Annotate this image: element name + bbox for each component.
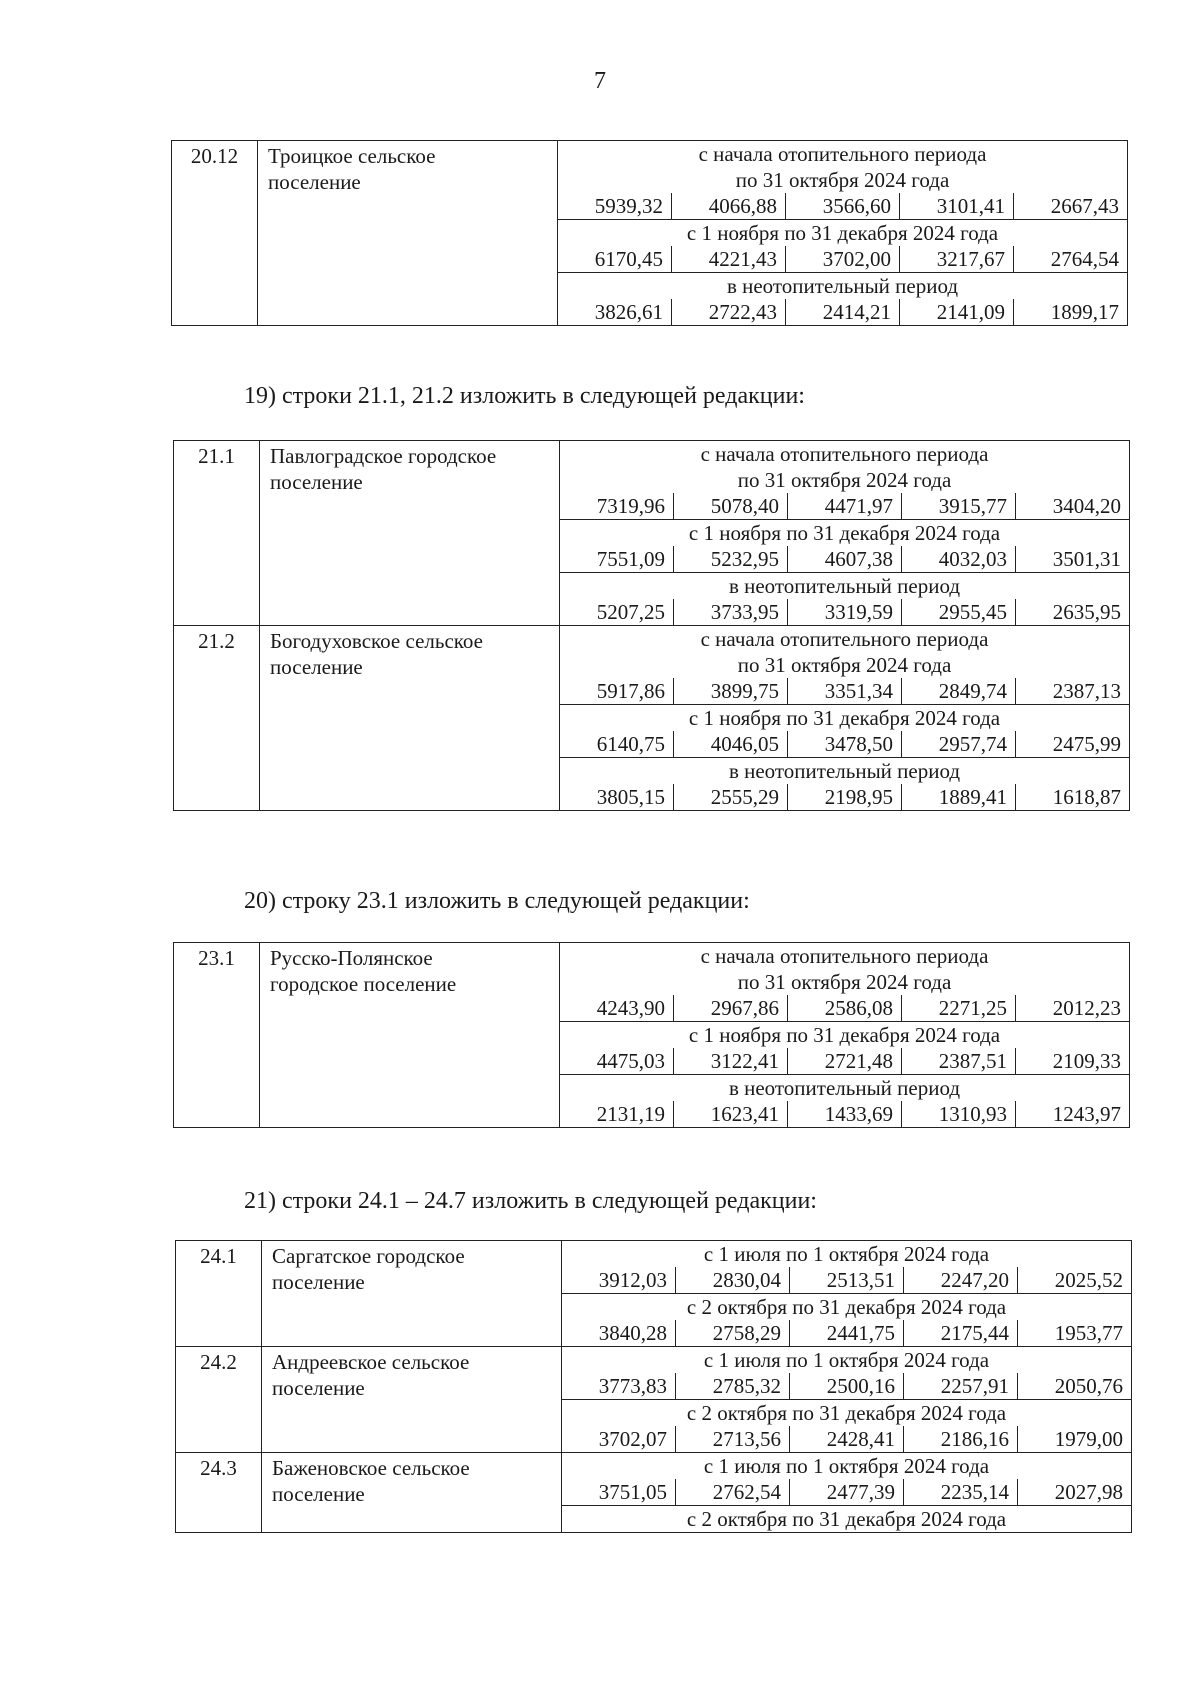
- settlement-name: [262, 1347, 562, 1453]
- settlement-name: [260, 626, 560, 811]
- tariff-value: 3122,41: [674, 1048, 788, 1075]
- tariff-value: 2387,13: [1016, 678, 1130, 705]
- tariff-value: 3478,50: [788, 731, 902, 758]
- settlement-name-line: Павлоградское городское: [270, 444, 497, 468]
- row-number: 23.1: [174, 943, 260, 1128]
- period-label-line: с 1 июля по 1 октября 2024 года: [703, 1348, 990, 1372]
- period-label-line: с 1 июля по 1 октября 2024 года: [703, 1242, 990, 1266]
- period-row: [174, 626, 1130, 679]
- tariff-value: 2247,20: [904, 1267, 1018, 1294]
- tariff-value: 3404,20: [1016, 493, 1130, 520]
- tariff-value: 3826,61: [558, 299, 672, 326]
- period-label: [562, 1453, 1132, 1480]
- period-row: [176, 1347, 1132, 1374]
- period-label-line: с 1 июля по 1 октября 2024 года: [703, 1454, 990, 1478]
- settlement-name: [260, 943, 560, 1128]
- tariff-value: 2967,86: [674, 995, 788, 1022]
- period-label: [560, 705, 1130, 732]
- tariff-value: 2477,39: [790, 1479, 904, 1506]
- tariff-value: 4221,43: [672, 246, 786, 273]
- tariff-value: 1979,00: [1018, 1426, 1132, 1453]
- tariff-value: 1618,87: [1016, 784, 1130, 811]
- tariff-value: 3101,41: [900, 193, 1014, 220]
- tariff-value: 2955,45: [902, 599, 1016, 626]
- settlement-name-line: Саргатское городское: [272, 1244, 465, 1268]
- tariff-value: 2635,95: [1016, 599, 1130, 626]
- period-label-line: в неотопительный период: [728, 1076, 961, 1100]
- period-label: [562, 1400, 1132, 1427]
- tariff-value: 2762,54: [676, 1479, 790, 1506]
- period-label: [560, 943, 1130, 996]
- tariff-value: 3566,60: [786, 193, 900, 220]
- tariff-value: 4471,97: [788, 493, 902, 520]
- tariff-value: 2012,23: [1016, 995, 1130, 1022]
- period-label-line: с 1 ноября по 31 декабря 2024 года: [688, 706, 1001, 730]
- row-number: 24.1: [176, 1241, 262, 1347]
- period-label-line: с 2 октября по 31 декабря 2024 года: [686, 1507, 1007, 1531]
- period-label-line: по 31 октября 2024 года: [737, 468, 952, 492]
- tariff-value: 6140,75: [560, 731, 674, 758]
- tariff-value: 2830,04: [676, 1267, 790, 1294]
- tariff-value: 3319,59: [788, 599, 902, 626]
- tariff-value: 2414,21: [786, 299, 900, 326]
- period-label: [560, 573, 1130, 600]
- tariff-value: 4066,88: [672, 193, 786, 220]
- tariff-value: 2721,48: [788, 1048, 902, 1075]
- tariff-value: 3751,05: [562, 1479, 676, 1506]
- tariff-value: 5207,25: [560, 599, 674, 626]
- tariff-value: 2175,44: [904, 1320, 1018, 1347]
- row-number: 20.12: [172, 141, 258, 326]
- settlement-name-line: поселение: [270, 470, 363, 494]
- tariff-value: 2758,29: [676, 1320, 790, 1347]
- period-label-line: с 1 ноября по 31 декабря 2024 года: [686, 221, 999, 245]
- period-label: [558, 141, 1128, 194]
- tariff-value: 2785,32: [676, 1373, 790, 1400]
- tariff-value: 3702,07: [562, 1426, 676, 1453]
- tariff-value: 2141,09: [900, 299, 1014, 326]
- tariff-table-23-1: [173, 942, 1130, 1128]
- tariff-value: 2475,99: [1016, 731, 1130, 758]
- period-label-line: с начала отопительного периода: [700, 627, 989, 651]
- tariff-value: 4475,03: [560, 1048, 674, 1075]
- section-heading-20: 20) строку 23.1 изложить в следующей редакции:: [244, 888, 750, 914]
- tariff-value: 1953,77: [1018, 1320, 1132, 1347]
- tariff-value: 3899,75: [674, 678, 788, 705]
- tariff-value: 5917,86: [560, 678, 674, 705]
- row-number: 21.1: [174, 441, 260, 626]
- period-label-line: в неотопительный период: [728, 759, 961, 783]
- period-row: [176, 1241, 1132, 1268]
- period-label-line: по 31 октября 2024 года: [737, 970, 952, 994]
- settlement-name-line: городское поселение: [270, 972, 457, 996]
- period-label: [560, 758, 1130, 785]
- settlement-name-line: Троицкое сельское: [268, 144, 436, 168]
- tariff-value: 1899,17: [1014, 299, 1128, 326]
- tariff-value: 2667,43: [1014, 193, 1128, 220]
- settlement-name: [260, 441, 560, 626]
- tariff-value: 2849,74: [902, 678, 1016, 705]
- settlement-name-line: поселение: [268, 170, 361, 194]
- row-number: 24.3: [176, 1453, 262, 1533]
- tariff-value: 7319,96: [560, 493, 674, 520]
- period-label-line: по 31 октября 2024 года: [735, 168, 950, 192]
- settlement-name-line: Богодуховское сельское: [270, 629, 483, 653]
- tariff-value: 4607,38: [788, 546, 902, 573]
- period-label: [562, 1241, 1132, 1268]
- period-label: [562, 1347, 1132, 1374]
- period-label-line: с начала отопительного периода: [698, 142, 987, 166]
- period-row: [172, 141, 1128, 194]
- tariff-value: 3351,34: [788, 678, 902, 705]
- tariff-value: 2500,16: [790, 1373, 904, 1400]
- row-number: 24.2: [176, 1347, 262, 1453]
- tariff-value: 2586,08: [788, 995, 902, 1022]
- tariff-value: 2441,75: [790, 1320, 904, 1347]
- tariff-value: 3805,15: [560, 784, 674, 811]
- tariff-value: 1889,41: [902, 784, 1016, 811]
- tariff-value: 4243,90: [560, 995, 674, 1022]
- period-row: [174, 943, 1130, 996]
- tariff-table-20-12: [171, 140, 1128, 326]
- tariff-value: 2198,95: [788, 784, 902, 811]
- tariff-value: 2387,51: [902, 1048, 1016, 1075]
- period-label-line: по 31 октября 2024 года: [737, 653, 952, 677]
- period-label-line: с начала отопительного периода: [700, 944, 989, 968]
- period-label: [562, 1294, 1132, 1321]
- period-label: [560, 520, 1130, 547]
- tariff-value: 2764,54: [1014, 246, 1128, 273]
- tariff-value: 3733,95: [674, 599, 788, 626]
- tariff-value: 7551,09: [560, 546, 674, 573]
- settlement-name-line: поселение: [272, 1270, 365, 1294]
- row-number: 21.2: [174, 626, 260, 811]
- period-label-line: с 2 октября по 31 декабря 2024 года: [686, 1401, 1007, 1425]
- tariff-value: 1310,93: [902, 1101, 1016, 1128]
- page-number: 7: [594, 68, 606, 94]
- tariff-value: 5078,40: [674, 493, 788, 520]
- tariff-table-24: [175, 1240, 1132, 1533]
- period-row: [174, 441, 1130, 494]
- period-label: [560, 626, 1130, 679]
- tariff-value: 3702,00: [786, 246, 900, 273]
- tariff-value: 6170,45: [558, 246, 672, 273]
- section-heading-19: 19) строки 21.1, 21.2 изложить в следующей редакции:: [244, 383, 805, 409]
- period-label-line: с начала отопительного периода: [700, 442, 989, 466]
- tariff-value: 3912,03: [562, 1267, 676, 1294]
- tariff-value: 2513,51: [790, 1267, 904, 1294]
- tariff-value: 2271,25: [902, 995, 1016, 1022]
- tariff-value: 5939,32: [558, 193, 672, 220]
- tariff-value: 2050,76: [1018, 1373, 1132, 1400]
- tariff-value: 2025,52: [1018, 1267, 1132, 1294]
- tariff-value: 2555,29: [674, 784, 788, 811]
- tariff-value: 2257,91: [904, 1373, 1018, 1400]
- section-heading-21: 21) строки 24.1 – 24.7 изложить в следующей редакции:: [244, 1188, 817, 1214]
- period-row: [176, 1453, 1132, 1480]
- tariff-value: 1433,69: [788, 1101, 902, 1128]
- tariff-value: 3217,67: [900, 246, 1014, 273]
- period-label-line: с 1 ноября по 31 декабря 2024 года: [688, 521, 1001, 545]
- tariff-value: 2235,14: [904, 1479, 1018, 1506]
- tariff-value: 1243,97: [1016, 1101, 1130, 1128]
- settlement-name-line: поселение: [272, 1482, 365, 1506]
- period-label-line: в неотопительный период: [728, 574, 961, 598]
- tariff-value: 2428,41: [790, 1426, 904, 1453]
- tariff-table-21: [173, 440, 1130, 811]
- tariff-value: 5232,95: [674, 546, 788, 573]
- tariff-value: 2186,16: [904, 1426, 1018, 1453]
- settlement-name-line: Баженовское сельское: [272, 1456, 470, 1480]
- tariff-value: 2109,33: [1016, 1048, 1130, 1075]
- settlement-name-line: поселение: [270, 655, 363, 679]
- tariff-value: 3840,28: [562, 1320, 676, 1347]
- settlement-name: [262, 1241, 562, 1347]
- settlement-name: [262, 1453, 562, 1533]
- period-label-line: в неотопительный период: [726, 274, 959, 298]
- tariff-value: 1623,41: [674, 1101, 788, 1128]
- period-label: [560, 1022, 1130, 1049]
- tariff-value: 4032,03: [902, 546, 1016, 573]
- tariff-value: 2027,98: [1018, 1479, 1132, 1506]
- period-label-line: с 1 ноября по 31 декабря 2024 года: [688, 1023, 1001, 1047]
- tariff-value: 3501,31: [1016, 546, 1130, 573]
- settlement-name: [258, 141, 558, 326]
- tariff-value: 2131,19: [560, 1101, 674, 1128]
- period-label: [560, 1075, 1130, 1102]
- tariff-value: 4046,05: [674, 731, 788, 758]
- tariff-value: 2713,56: [676, 1426, 790, 1453]
- period-label: [558, 220, 1128, 247]
- tariff-value: 2957,74: [902, 731, 1016, 758]
- tariff-value: 3773,83: [562, 1373, 676, 1400]
- tariff-value: 3915,77: [902, 493, 1016, 520]
- period-label: [562, 1506, 1132, 1533]
- period-label: [558, 273, 1128, 300]
- period-label: [560, 441, 1130, 494]
- period-label-line: с 2 октября по 31 декабря 2024 года: [686, 1295, 1007, 1319]
- settlement-name-line: Русско-Полянское: [270, 946, 433, 970]
- tariff-value: 2722,43: [672, 299, 786, 326]
- settlement-name-line: поселение: [272, 1376, 365, 1400]
- settlement-name-line: Андреевское сельское: [272, 1350, 470, 1374]
